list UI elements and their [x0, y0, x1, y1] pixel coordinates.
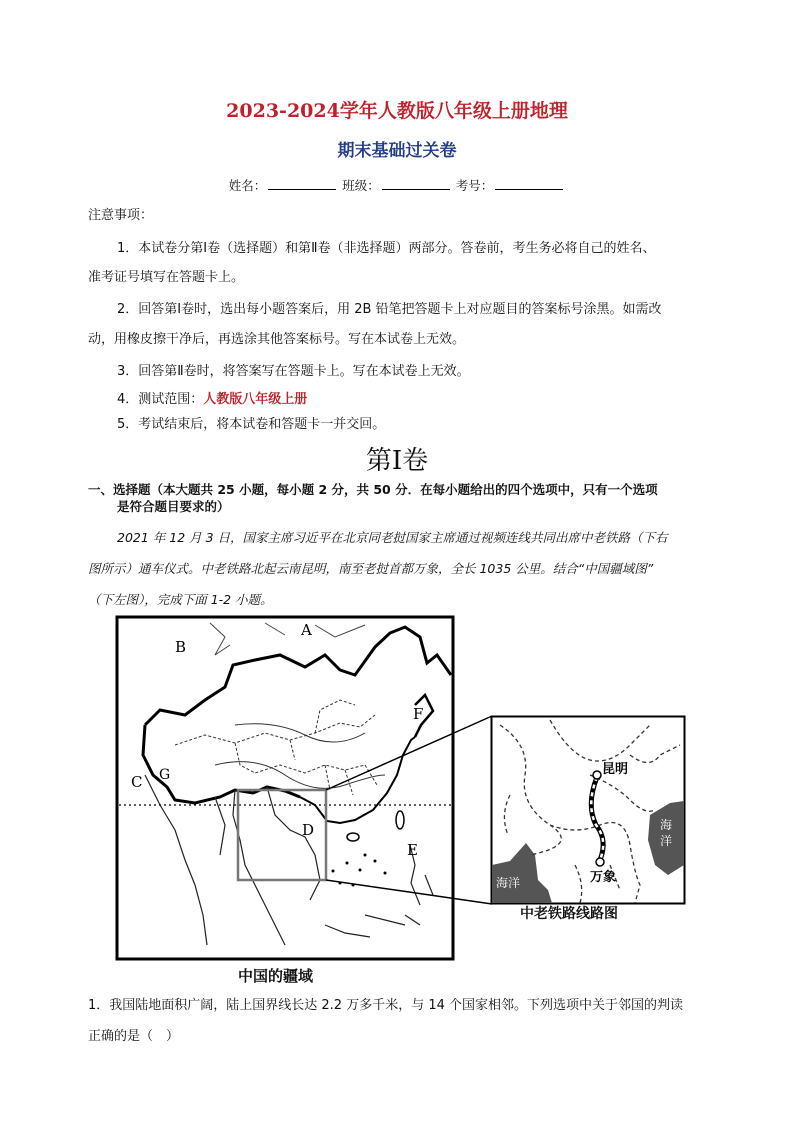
notice-item-2-line-1: 2．回答第Ⅰ卷时，选出每小题答案后，用 2B 铅笔把答题卡上对应题目的答案标号涂黑。如需改: [117, 302, 662, 317]
passage-line-2: 图所示）通车仪式。中老铁路北起云南昆明，南至老挝首都万象，全长 1035 公里。结合“中国疆域图”: [88, 561, 654, 576]
map-label-g: G: [159, 767, 171, 783]
notice-item-1-line-1: 1．本试卷分第Ⅰ卷（选择题）和第Ⅱ卷（非选择题）两部分。答卷前，考生务必将自己的姓名、: [117, 241, 656, 256]
question-1-line-1: 1．我国陆地面积广阔，陆上国界线长达 2.2 万多千米，与 14 个国家相邻。下列选项中关于邻国的判读: [88, 998, 684, 1013]
notice-item-1-line-2: 准考证号填写在答题卡上。: [88, 270, 245, 285]
map-label-a: A: [301, 621, 312, 639]
map-label-d: D: [302, 821, 315, 839]
question-1-line-2: 正确的是（ ）: [88, 1029, 180, 1044]
kunming-marker: [593, 771, 601, 779]
part-heading-line-1: 一、选择题（本大题共 25 小题，每小题 2 分，共 50 分．在每小题给出的四个选项中，只有一个选项: [88, 482, 658, 497]
notice-item-4-prefix: 4．测试范围：: [117, 392, 204, 407]
city-kunming: 昆明: [602, 762, 629, 777]
ocean-left-label: 海洋: [496, 876, 521, 890]
notice-item-3: 3．回答第Ⅱ卷时，将答案写在答题卡上。写在本试卷上无效。: [117, 364, 470, 379]
student-info-row: [0, 176, 794, 194]
notice-item-5: 5．考试结束后，将本试卷和答题卡一并交回。: [117, 417, 386, 432]
class-label: 班级：: [342, 178, 380, 193]
exam-subtitle: 期末基础过关卷: [337, 141, 457, 161]
vientiane-marker: [596, 858, 604, 866]
passage-line-1: 2021 年 12 月 3 日，国家主席习近平在北京同老挝国家主席通过视频连线共同出席中老铁路（下右: [117, 530, 668, 545]
volume-title: 第Ⅰ卷: [365, 446, 429, 476]
name-label: 姓名：: [228, 178, 267, 193]
left-map-caption: 中国的疆域: [238, 967, 314, 985]
notice-heading: 注意事项：: [88, 208, 154, 223]
number-blank[interactable]: [495, 179, 563, 190]
number-label: 考号：: [455, 178, 494, 193]
map-label-c: C: [131, 773, 143, 791]
map-label-b: B: [175, 638, 187, 656]
part-heading-line-2: 是符合题目要求的）: [117, 499, 230, 514]
test-range: 人教版八年级上册: [203, 392, 308, 407]
passage-line-3: （下左图），完成下面 1-2 小题。: [88, 592, 273, 607]
notice-item-2-line-2: 动，用橡皮擦干净后，再选涂其他答案标号。写在本试卷上无效。: [88, 332, 466, 347]
exam-title: 2023-2024学年人教版八年级上册地理: [226, 100, 568, 122]
inset-connector-lines: [320, 710, 500, 910]
right-map-caption: 中老铁路线路图: [520, 906, 618, 922]
city-vientiane: 万象: [590, 870, 617, 885]
map-label-f: F: [413, 705, 424, 723]
name-blank[interactable]: [268, 179, 336, 190]
map-label-e: E: [407, 841, 418, 859]
class-blank[interactable]: [382, 179, 450, 190]
ocean-right-label-1: 海: [660, 818, 673, 832]
notice-item-4: [117, 390, 307, 410]
ocean-right-label-2: 洋: [660, 834, 673, 848]
china-laos-railway-map: [490, 715, 686, 905]
